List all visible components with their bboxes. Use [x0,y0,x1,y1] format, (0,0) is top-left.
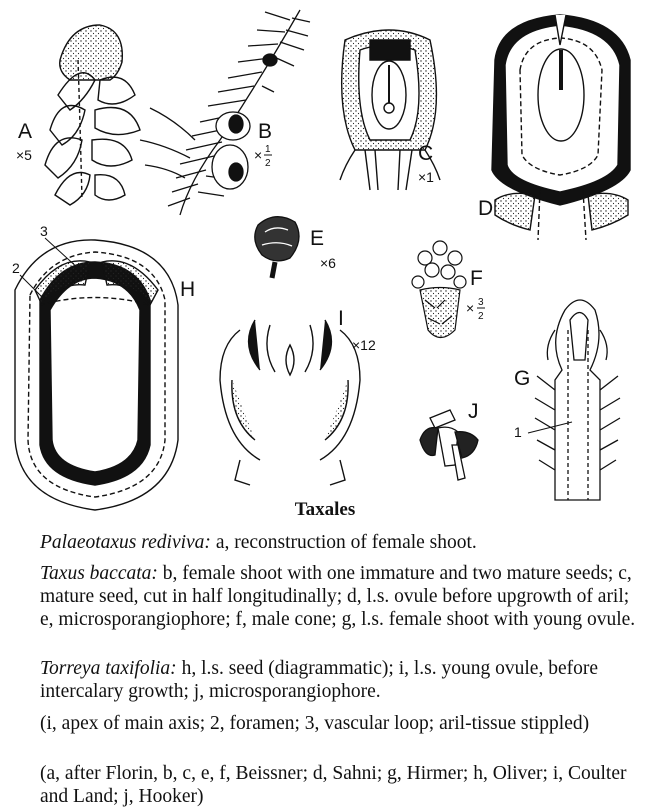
caption-torreya [40,657,640,703]
magnification-a: ×5 [16,147,32,163]
caption-torreya-text: h, l.s. seed (diagrammatic); i, l.s. young ovule, before intercalary growth; j, microsporangiophore. [40,658,598,702]
label-f: F [470,267,483,290]
label-b: B [258,120,273,143]
drawing-b-yew-shoot [140,10,310,215]
drawing-f-male-cone [412,241,466,338]
caption-sources: (a, after Florin, b, c, e, f, Beissner; d, Sahni; g, Hirmer; h, Oliver; i, Coulter and Land; j, Hooker) [40,763,627,807]
drawing-h-seed-section [15,238,178,510]
magnification-f-prefix: × [466,300,475,316]
drawing-e-microsporangiophore [255,217,299,278]
label-c: C [418,142,434,165]
label-h: H [180,278,196,301]
caption-palaeotaxus-text: a, reconstruction of female shoot. [210,532,477,553]
drawing-a-female-shoot [45,25,140,205]
label-e: E [310,227,325,250]
drawing-c-seed-section [340,30,440,190]
magnification-f-numerator: 3 [478,297,484,308]
label-a: A [18,120,33,143]
label-2: 2 [12,260,20,276]
species-palaeotaxus: Palaeotaxus rediviva: [40,532,211,553]
label-d: D [478,197,494,220]
label-i: I [338,307,344,330]
magnification-b-numerator: 1 [265,144,271,155]
label-3: 3 [40,223,48,239]
drawing-i-young-ovule [220,320,360,485]
species-taxus: Taxus baccata: [40,563,158,584]
species-torreya: Torreya taxifolia: [40,658,177,679]
drawing-g-female-shoot-section [528,300,620,500]
magnification-i: ×12 [352,337,376,353]
magnification-b-prefix: × [254,147,263,163]
magnification-f-denominator: 2 [478,311,484,322]
magnification-e: ×6 [320,255,336,271]
label-1: 1 [514,424,522,440]
label-j: J [468,400,479,423]
drawing-d-ovule-section [492,15,630,240]
magnification-b-denominator: 2 [265,158,271,169]
magnification-c: ×1 [418,169,434,185]
caption-palaeotaxus [40,531,640,554]
caption-taxus-text: b, female shoot with one immature and two mature seeds; c, mature seed, cut in half longitudinally; d, l.s. ovule before upgrowth of aril; e, microsporangiophore; f, male cone; g, l.s. female shoot with young ovule. [40,563,636,630]
label-g: G [514,367,531,390]
figure-title: Taxales [294,499,356,520]
caption-key: (i, apex of main axis; 2, foramen; 3, vascular loop; aril-tissue stippled) [40,713,590,734]
caption-taxus [40,562,640,631]
